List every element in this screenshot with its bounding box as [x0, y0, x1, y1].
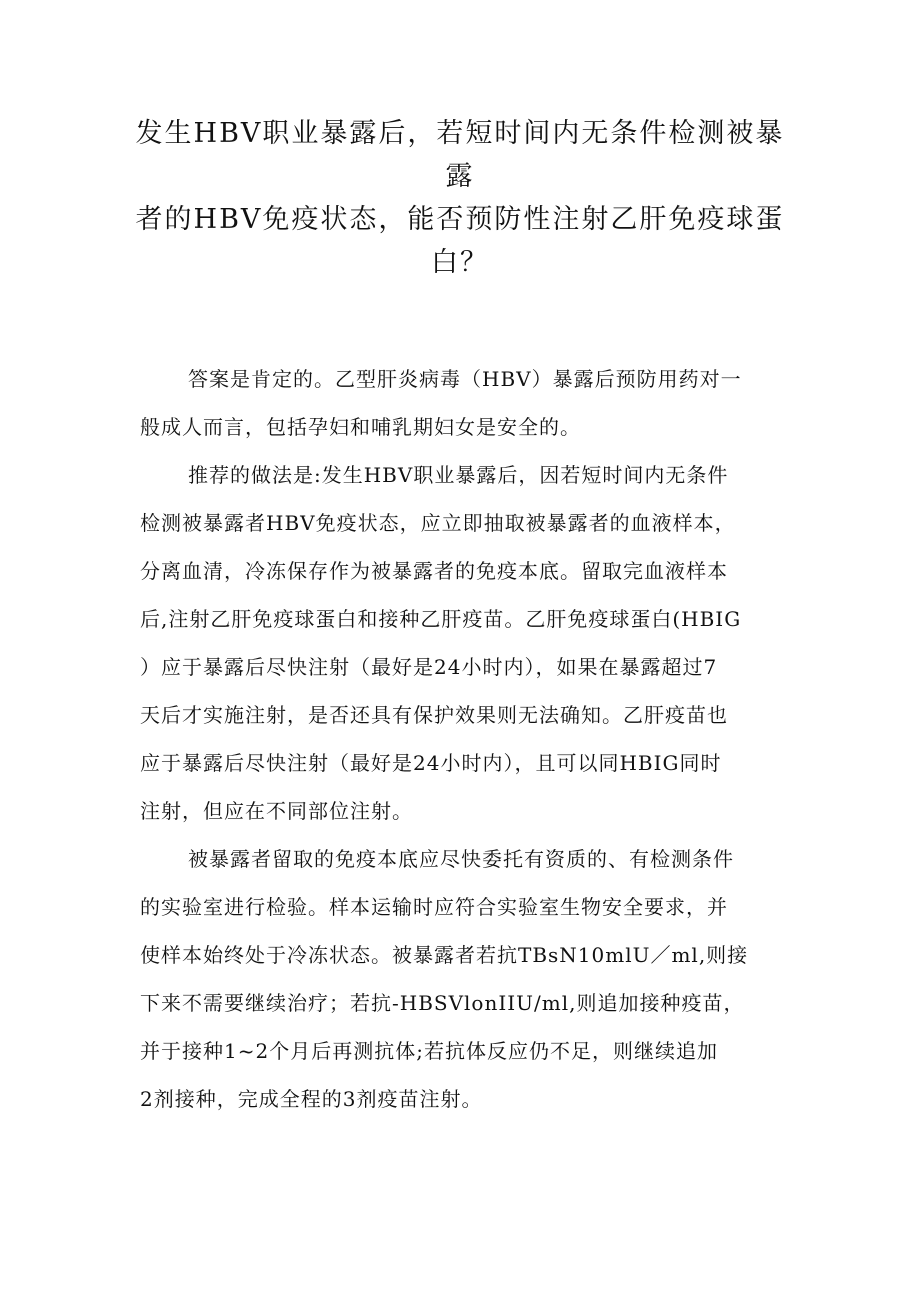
- paragraph-recommended-practice: [140, 451, 785, 835]
- text-line: 般成人而言，包括孕妇和哺乳期妇女是安全的。: [140, 415, 581, 439]
- text-line: 推荐的做法是:发生HBV职业暴露后，因若短时间内无条件: [188, 463, 729, 487]
- text-line: 使样本始终处于冷冻状态。被暴露者若抗TBsN10mlU／ml,则接: [140, 943, 749, 967]
- title-line: 者的HBV免疫状态，能否预防性注射乙肝免疫球蛋: [135, 204, 785, 235]
- title-line: 发生HBV职业暴露后，若短时间内无条件检测被暴: [135, 118, 785, 149]
- title-line: 白？: [431, 247, 489, 278]
- text-line: 分离血清，冷冻保存作为被暴露者的免疫本底。留取完血液样本: [140, 559, 728, 583]
- paragraph-answer: [140, 355, 785, 451]
- text-line: 后,注射乙肝免疫球蛋白和接种乙肝疫苗。乙肝免疫球蛋白(HBIG: [140, 607, 742, 631]
- text-line: ）应于暴露后尽快注射（最好是24小时内），如果在暴露超过7: [140, 655, 718, 679]
- text-line: 2剂接种，完成全程的3剂疫苗注射。: [140, 1087, 483, 1111]
- text-line: 检测被暴露者HBV免疫状态，应立即抽取被暴露者的血液样本，: [140, 511, 736, 535]
- text-line: 答案是肯定的。乙型肝炎病毒（HBV）暴露后预防用药对一: [188, 367, 742, 391]
- title-line: 露: [445, 161, 475, 192]
- text-line: 被暴露者留取的免疫本底应尽快委托有资质的、有检测条件: [188, 847, 734, 871]
- paragraph-baseline-testing: [140, 835, 785, 1123]
- text-line: 下来不需要继续治疗；若抗-HBSVlonIIU/ml,则追加接种疫苗，: [140, 991, 745, 1015]
- text-line: 天后才实施注射，是否还具有保护效果则无法确知。乙肝疫苗也: [140, 703, 728, 727]
- document-title: [135, 112, 785, 284]
- text-line: 的实验室进行检验。样本运输时应符合实验室生物安全要求，并: [140, 895, 728, 919]
- document-body: [140, 355, 785, 1123]
- text-line: 并于接种1~2个月后再测抗体;若抗体反应仍不足，则继续追加: [140, 1039, 718, 1063]
- text-line: 应于暴露后尽快注射（最好是24小时内），且可以同HBIG同时: [140, 751, 722, 775]
- text-line: 注射，但应在不同部位注射。: [140, 799, 413, 823]
